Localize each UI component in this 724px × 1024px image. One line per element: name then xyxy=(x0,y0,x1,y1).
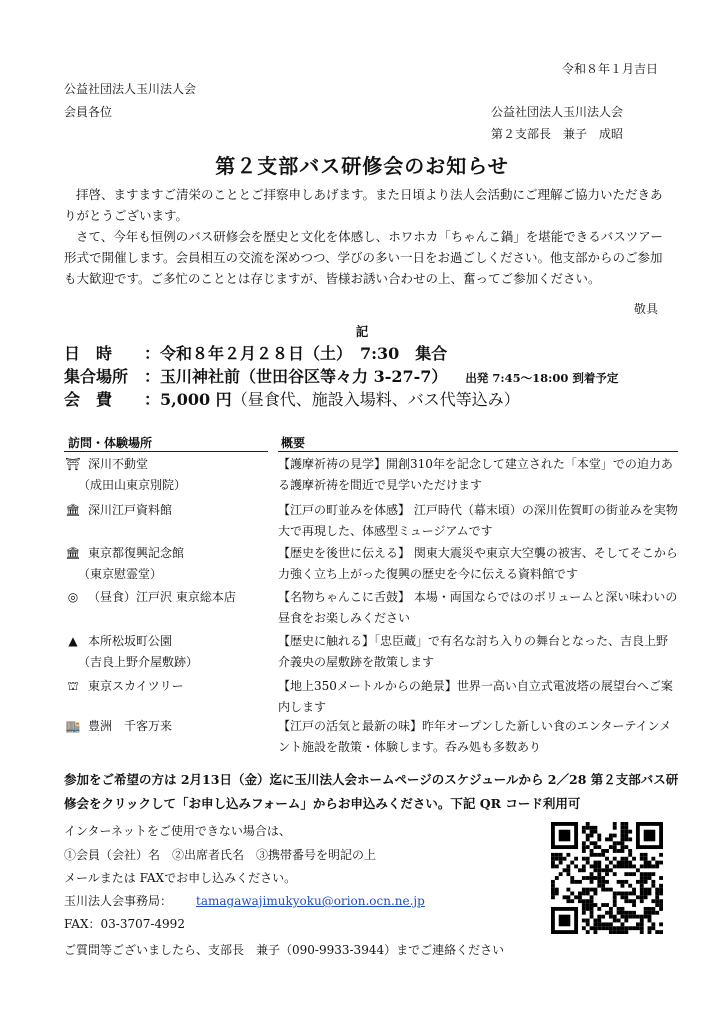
tower-icon: ⛫ xyxy=(67,679,79,693)
greeting-paragraph: 拝啓、ますますご清栄のこととご拝察申しあげます。また日頃より法人会活動にご理解ご協力いただきありがとうございます。 xyxy=(64,187,663,223)
page-title: 第２支部バス研修会のお知らせ xyxy=(215,154,509,178)
organization-name: 公益社団法人玉川法人会 xyxy=(64,82,197,96)
closing-word: 敬具 xyxy=(633,302,658,316)
recipients: 会員各位 xyxy=(64,105,113,119)
invitation-paragraph: さて、今年も恒例のバス研修会を歴史と文化を体感し、ホワホカ「ちゃんこ鍋」を堪能できるバスツアー形式で開催します。会員相互の交流を深めつつ、学びの多い一日をお過ごしください。他支部からのご参加も大歓迎です。ご多忙のこととは存じますが、皆様お誘い合わせの上、奮ってご参加ください。 xyxy=(64,229,663,286)
place-name: 東京スカイツリー xyxy=(88,679,184,693)
torii-icon: ⛩ xyxy=(65,457,81,471)
visit-place xyxy=(64,676,274,697)
office-label: 玉川法人会事務局： xyxy=(64,894,173,908)
visit-place xyxy=(64,500,274,521)
meeting-place-label: 集合場所 xyxy=(64,367,129,386)
submission-method: メールまたは FAXでお申し込みください。 xyxy=(64,871,297,885)
place-summary: 【江戸の活気と最新の味】昨年オープンした新しい食のエンターテインメント施設を散策・体験します。呑み処も多数あり xyxy=(278,719,672,754)
info-datetime xyxy=(64,343,447,365)
restaurant-icon: ◎ xyxy=(67,590,79,604)
park-icon: ▲ xyxy=(68,634,78,648)
market-icon: 🏬 xyxy=(65,719,81,733)
place-name: 東京都復興記念館 xyxy=(88,546,185,560)
fee-note: （昼食代、施設入場料、バス代等込み） xyxy=(231,390,520,409)
place-subtitle: （吉良上野介屋敷跡） xyxy=(78,655,199,669)
sender-name: 第２支部長 兼子 成昭 xyxy=(491,127,624,141)
place-name: 本所松坂町公園 xyxy=(88,634,173,648)
place-name: 深川江戸資料館 xyxy=(88,503,173,517)
visit-place xyxy=(64,716,274,737)
qr-code[interactable] xyxy=(551,822,663,934)
office-contact xyxy=(64,892,425,909)
info-fee xyxy=(64,389,520,411)
letter-body xyxy=(64,184,664,289)
place-subtitle: （成田山東京別院） xyxy=(78,478,187,492)
datetime-label: 日 時 xyxy=(64,344,113,363)
document-date: 令和８年１月吉日 xyxy=(561,62,658,76)
inquiry-contact: ご質問等ございましたら、支部長 兼子（090-9933-3944）までご連絡ください xyxy=(64,943,505,957)
place-subtitle: （東京慰霊堂） xyxy=(78,567,163,581)
application-notice: 参加をご希望の方は 2月13日（金）迄に玉川法人会ホームページのスケジュールから 2／28 第２支部バス研修会をクリックして「お申し込みフォーム」からお申込みください。下記 QR コード利用可 xyxy=(64,772,679,811)
place-summary: 【護摩祈祷の見学】開創310年を記念して建立された「本堂」での迫力ある護摩祈祷を間近で見学いただけます xyxy=(278,457,673,492)
fax-number: FAX：03-3707-4992 xyxy=(64,917,185,931)
sender-organization: 公益社団法人玉川法人会 xyxy=(491,105,624,119)
place-name: （昼食）江戸沢 東京総本店 xyxy=(88,590,236,604)
table-header-summary: 概要 xyxy=(281,436,306,450)
place-summary: 【歴史を後世に伝える】 関東大震災や東京大空襲の被害、そしてそこから力強く立ち上がった復興の歴史を今に伝える資料館です xyxy=(278,546,678,581)
datetime-value: ：令和８年２月２８日（土） 7:30 集合 xyxy=(144,344,448,363)
fee-value: ：5,000 円 xyxy=(144,390,232,409)
memorial-icon: 🏛 xyxy=(65,546,81,560)
visit-place xyxy=(64,543,274,585)
fee-label: 会 費 xyxy=(64,390,113,409)
place-name: 豊洲 千客万来 xyxy=(88,719,173,733)
record-heading: 記 xyxy=(355,324,369,339)
place-summary: 【江戸の町並みを体感】 江戸時代（幕末頃）の深川佐賀町の街並みを実物大で再現した、体感型ミュージアムです xyxy=(278,503,678,538)
header-divider xyxy=(64,451,268,452)
info-meeting-place xyxy=(64,366,618,389)
schedule-note: 出発 7:45～18:00 到着予定 xyxy=(465,371,619,385)
museum-icon: 🏛 xyxy=(65,503,81,517)
place-summary: 【名物ちゃんこに舌鼓】 本場・両国ならではのボリュームと深い味わいの昼食をお楽しみください xyxy=(278,590,678,625)
place-summary: 【歴史に触れる】「忠臣蔵」で有名な討ち入りの舞台となった、吉良上野介義央の屋敷跡を散策します xyxy=(278,634,669,669)
visit-place xyxy=(64,631,274,673)
offline-instruction: インターネットをご使用できない場合は、 xyxy=(64,824,291,838)
header-divider xyxy=(278,451,678,452)
place-summary: 【地上350メートルからの絶景】世界一高い自立式電波塔の展望台へご案内します xyxy=(278,679,673,714)
visit-place xyxy=(64,454,274,496)
required-fields: ①会員（会社）名 ②出席者氏名 ③携帯番号を明記の上 xyxy=(64,848,377,862)
table-header-places: 訪問・体験場所 xyxy=(68,436,153,450)
place-name: 深川不動堂 xyxy=(88,457,149,471)
email-link[interactable]: tamagawajimukyoku@orion.ocn.ne.jp xyxy=(196,894,425,908)
meeting-place-value: ：玉川神社前（世田谷区等々力 3-27-7） xyxy=(144,367,448,386)
visit-place xyxy=(64,587,274,608)
